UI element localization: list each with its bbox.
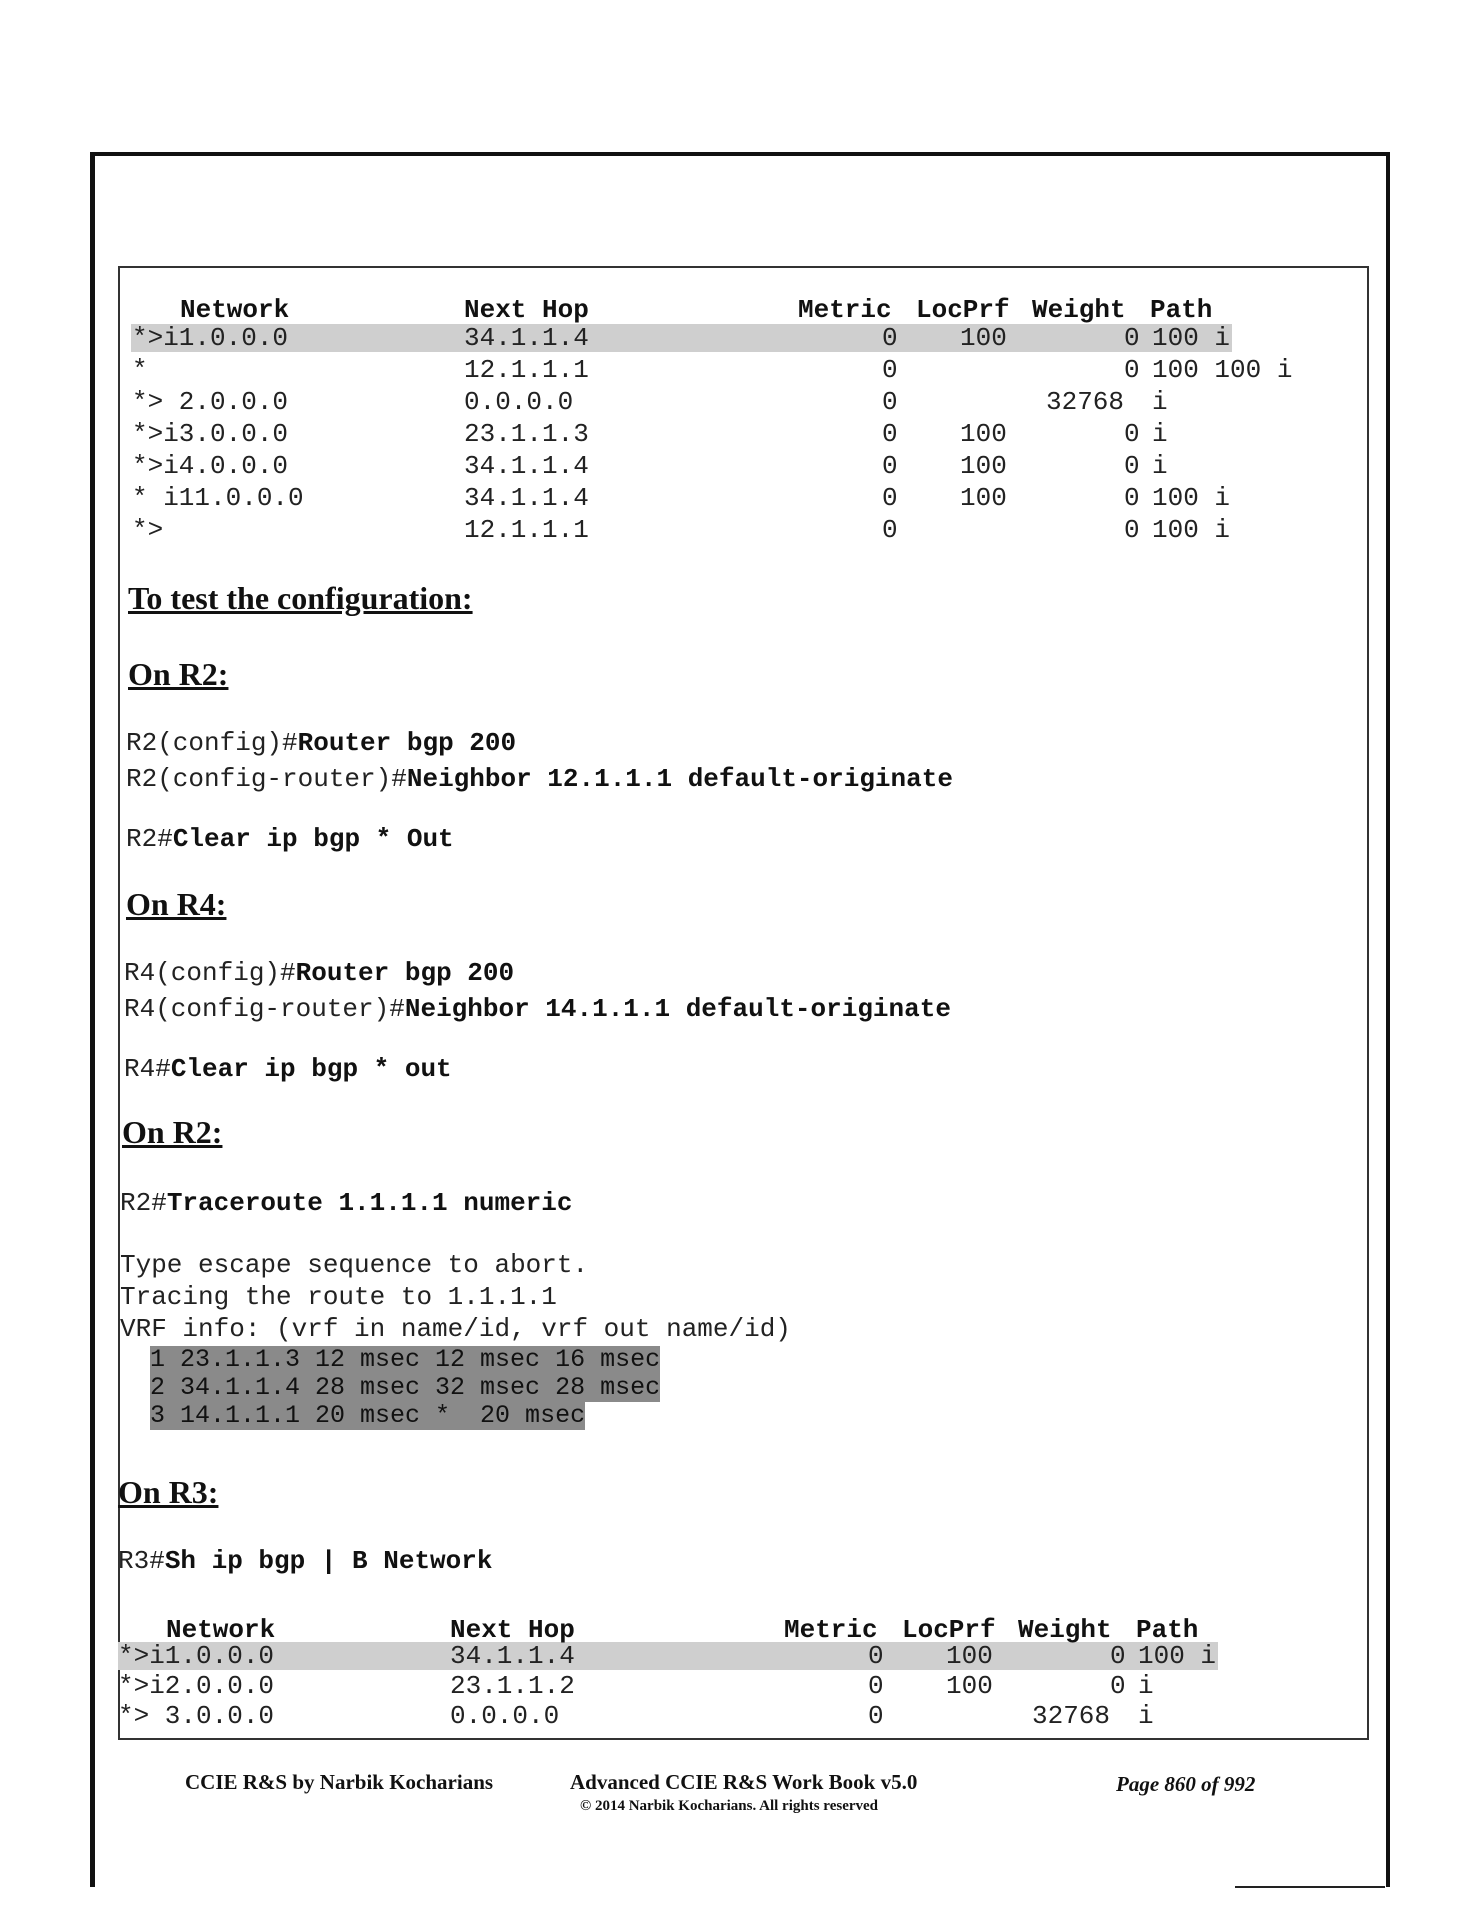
next-hop: 23.1.1.2 [450,1671,575,1701]
footer-author: CCIE R&S by Narbik Kocharians [185,1770,494,1794]
table-row [132,482,1362,514]
prompt: R2# [126,824,173,854]
command: Sh ip bgp | B Network [164,1546,493,1576]
footer-page-number: Page 860 of 992 [1116,1772,1256,1796]
weight: 0 [1124,483,1140,513]
path: i [1152,387,1168,417]
table-row [118,1670,1348,1702]
path: i [1138,1671,1154,1701]
header-next-hop: Next Hop [450,1615,575,1645]
metric: 0 [882,483,898,513]
network: *> [132,515,164,545]
metric: 0 [882,355,898,385]
r2-cmd-line-2 [126,764,953,794]
network: * i11.0.0.0 [132,483,304,513]
table-row [132,514,1362,546]
network: *>i3.0.0.0 [132,419,289,449]
metric: 0 [868,1641,884,1671]
header-path: Path [1136,1615,1199,1645]
trace-hop-1: 1 23.1.1.3 12 msec 12 msec 16 msec [150,1345,661,1374]
r4-cmd-line-2 [124,994,951,1024]
weight: 0 [1110,1641,1126,1671]
metric: 0 [882,387,898,417]
bottom-rule [1235,1886,1385,1888]
metric: 0 [882,323,898,353]
weight: 32768 [1046,387,1125,417]
weight: 32768 [1032,1701,1111,1731]
path: i [1152,419,1168,449]
weight: 0 [1124,515,1140,545]
command: Neighbor 14.1.1.1 default-originate [404,994,951,1024]
prompt: R4(config)# [124,958,296,988]
header-weight: Weight [1018,1615,1112,1645]
locprf: 100 [960,451,1007,481]
header-path: Path [1150,295,1213,325]
metric: 0 [882,515,898,545]
prompt: R2(config-router)# [126,764,407,794]
table-row [132,354,1362,386]
prompt: R3# [118,1546,165,1576]
command: Clear ip bgp * Out [172,824,454,854]
table-row [132,322,1362,354]
next-hop: 34.1.1.4 [464,451,589,481]
metric: 0 [868,1671,884,1701]
command: Router bgp 200 [297,728,517,758]
traceroute-cmd [120,1188,572,1218]
next-hop: 34.1.1.4 [464,323,589,353]
network: * [132,355,148,385]
header-metric: Metric [784,1615,878,1645]
path: 100 i [1152,483,1231,513]
r4-cmd-line-1 [124,958,514,988]
weight: 0 [1124,355,1140,385]
trace-output-line-2: Tracing the route to 1.1.1.1 [120,1282,557,1312]
locprf: 100 [946,1641,993,1671]
path: 100 i [1152,515,1231,545]
locprf: 100 [946,1671,993,1701]
footer-book-title: Advanced CCIE R&S Work Book v5.0 [570,1770,918,1794]
next-hop: 34.1.1.4 [464,483,589,513]
header-weight: Weight [1032,295,1126,325]
path: i [1138,1701,1154,1731]
prompt: R4# [124,1054,171,1084]
r4-cmd-line-3 [124,1054,452,1084]
next-hop: 12.1.1.1 [464,355,589,385]
next-hop: 34.1.1.4 [450,1641,575,1671]
table-row [132,418,1362,450]
weight: 0 [1124,419,1140,449]
path: 100 i [1138,1641,1217,1671]
next-hop: 0.0.0.0 [450,1701,560,1731]
trace-output-line-3: VRF info: (vrf in name/id, vrf out name/id) [120,1314,791,1344]
prompt: R2# [120,1188,167,1218]
network: *>i1.0.0.0 [132,323,289,353]
command: Traceroute 1.1.1.1 numeric [166,1188,573,1218]
network: *> 3.0.0.0 [118,1701,275,1731]
next-hop: 12.1.1.1 [464,515,589,545]
metric: 0 [868,1701,884,1731]
command: Router bgp 200 [295,958,515,988]
table-row [132,386,1362,418]
locprf: 100 [960,419,1007,449]
heading-on-r4: On R4: [126,886,227,922]
heading-on-r2: On R2: [128,656,229,692]
path: 100 i [1152,323,1231,353]
r2-cmd-line-1 [126,728,516,758]
footer-copyright: © 2014 Narbik Kocharians. All rights reserved [580,1798,879,1814]
locprf: 100 [960,483,1007,513]
next-hop: 0.0.0.0 [464,387,574,417]
heading-test-configuration: To test the configuration: [128,580,473,616]
header-metric: Metric [798,295,892,325]
locprf: 100 [960,323,1007,353]
network: *>i2.0.0.0 [118,1671,275,1701]
network: *>i1.0.0.0 [118,1641,275,1671]
header-next-hop: Next Hop [464,295,589,325]
next-hop: 23.1.1.3 [464,419,589,449]
header-network: Network [166,1615,276,1645]
r2-cmd-line-3 [126,824,454,854]
weight: 0 [1110,1671,1126,1701]
r3-cmd [118,1546,492,1576]
trace-hop-2: 2 34.1.1.4 28 msec 32 msec 28 msec [150,1373,661,1402]
trace-hop-3: 3 14.1.1.1 20 msec * 20 msec [150,1401,586,1430]
table-row [118,1640,1348,1672]
heading-on-r3: On R3: [118,1474,219,1510]
prompt: R2(config)# [126,728,298,758]
heading-on-r2-second: On R2: [122,1114,223,1150]
network: *>i4.0.0.0 [132,451,289,481]
prompt: R4(config-router)# [124,994,405,1024]
path: i [1152,451,1168,481]
metric: 0 [882,419,898,449]
command: Neighbor 12.1.1.1 default-originate [406,764,953,794]
network: *> 2.0.0.0 [132,387,289,417]
path: 100 100 i [1152,355,1293,385]
table-row [132,450,1362,482]
header-network: Network [180,295,290,325]
trace-output-line-1: Type escape sequence to abort. [120,1250,589,1280]
header-locprf: LocPrf [916,295,1010,325]
weight: 0 [1124,323,1140,353]
weight: 0 [1124,451,1140,481]
command: Clear ip bgp * out [170,1054,452,1084]
table-row [118,1700,1348,1732]
header-locprf: LocPrf [902,1615,996,1645]
metric: 0 [882,451,898,481]
